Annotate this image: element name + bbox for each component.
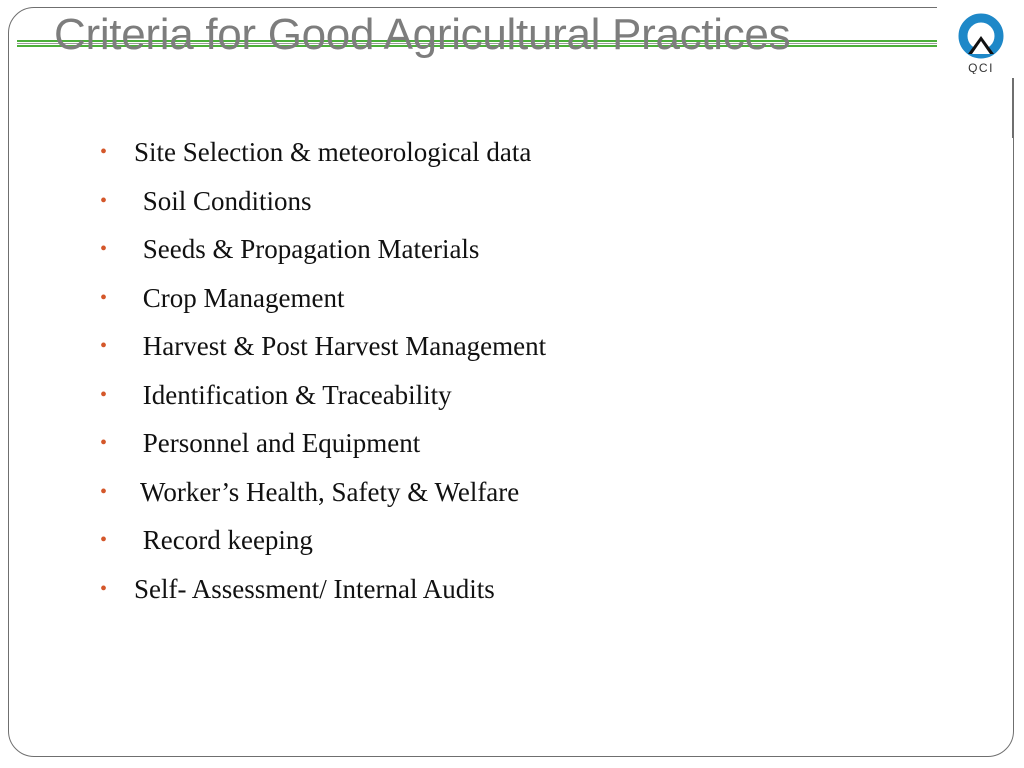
bullet-icon: • [100,189,108,212]
list-item-label: Seeds & Propagation Materials [136,234,480,264]
list-item-label: Harvest & Post Harvest Management [136,331,547,361]
list-item-label: Crop Management [136,282,345,313]
frame-edge [1012,78,1014,138]
bullet-icon: • [100,335,108,357]
bullet-icon: • [100,577,108,600]
bullet-icon: • [100,480,108,503]
list-item-label: Identification & Traceability [136,379,452,410]
list-item-label: Self- Assessment/ Internal Audits [134,573,495,604]
bullet-icon: • [100,141,108,163]
bullet-icon: • [100,529,108,551]
logo-text: QCI [968,61,994,74]
list-item-label: Record keeping [136,525,313,555]
qci-logo-icon [950,10,1014,74]
list-item-label: Personnel and Equipment [136,428,421,458]
bullet-icon: • [100,238,108,260]
bullet-icon: • [100,432,108,454]
bullet-icon: • [100,286,108,309]
list-item-label: Soil Conditions [136,185,312,216]
list-item-label: Worker’s Health, Safety & Welfare [140,476,520,507]
list-item-label: Site Selection & meteorological data [134,137,532,167]
bullet-icon: • [100,383,108,406]
slide-title: Criteria for Good Agricultural Practices [54,10,791,59]
